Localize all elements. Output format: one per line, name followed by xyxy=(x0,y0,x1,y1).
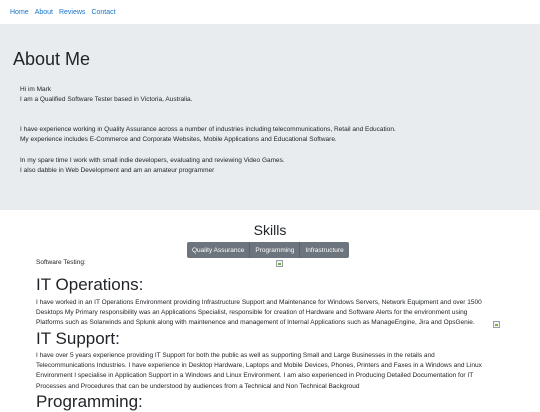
skills-tab-group xyxy=(187,242,349,258)
intro-line: I am a Qualified Software Tester based in Victoria, Australia. xyxy=(20,95,193,103)
experience-paragraph xyxy=(20,125,396,144)
experience-line: My experience includes E-Commerce and Corporate Websites, Mobile Applications and Educational Software. xyxy=(20,135,337,143)
nav-link-home[interactable]: Home xyxy=(10,8,29,16)
tab-programming[interactable]: Programming xyxy=(250,242,300,258)
section-heading-it-operations: IT Operations: xyxy=(36,275,144,294)
intro-line: Hi im Mark xyxy=(20,86,52,93)
section-heading-it-support: IT Support: xyxy=(36,329,120,348)
software-testing-label: Software Testing: xyxy=(36,259,86,266)
text-line: Processes and Procedures that can be understood by audiences from a Technical and Non Technical Backgroud xyxy=(36,382,360,390)
text-line: I have worked in an IT Operations Environment providing Infrastructure Support and Maintenance for Windows Servers, Network Equipment and over 1500 xyxy=(36,299,482,306)
skills-title: Skills xyxy=(253,222,287,238)
tab-infrastructure[interactable]: Infrastructure xyxy=(305,246,344,254)
nav-link-reviews[interactable]: Reviews xyxy=(58,8,86,16)
text-line: Platforms such as Solarwinds and Splunk along with maintenence and management of Internal Applications such as ManageEngine, Jira and OpsGenie. xyxy=(36,319,475,327)
page-title: About Me xyxy=(13,49,91,69)
text-line: Desktops My Primary responsibility was an Applications Specialist, responsible for creation of Hardware and Software Alerts for the environment using xyxy=(36,309,468,317)
broken-image-icon xyxy=(493,321,500,328)
section-heading-programming: Programming: xyxy=(36,392,143,411)
top-nav xyxy=(0,0,540,24)
it-support-text xyxy=(36,351,482,392)
spare-time-line: In my spare time I work with small indie developers, evaluating and reviewing Video Games. xyxy=(20,157,285,164)
tab-quality-assurance[interactable]: Quality Assurance xyxy=(187,242,250,258)
text-line: Telecommunications Industries. I have experience in Desktop Hardware, Laptops and Mobile Devices, Phones, Printers and Faxes in a Windows and Linux xyxy=(36,362,482,370)
experience-line: I have experience working in Quality Assurance across a number of industries including telecommunications, Retail and Education. xyxy=(20,126,396,133)
it-operations-text xyxy=(36,298,482,329)
broken-image-icon xyxy=(276,260,283,267)
spare-time-line: I also dabble in Web Development and am an amateur programmer xyxy=(20,166,215,174)
intro-paragraph xyxy=(20,85,192,104)
text-line: Environment I specialise in Application Support in a Windows and Linux Environment. I am also experienced in Producing Detailed Documentation for IT xyxy=(36,372,474,380)
text-line: I have over 5 years experience providing IT Support for both the public as well as supporting Small and Large Businesses in the retails and xyxy=(36,352,435,359)
nav-link-about[interactable]: About xyxy=(34,8,53,16)
nav-link-contact[interactable]: Contact xyxy=(91,8,116,16)
about-hero xyxy=(0,24,540,210)
spare-time-paragraph xyxy=(20,156,285,175)
